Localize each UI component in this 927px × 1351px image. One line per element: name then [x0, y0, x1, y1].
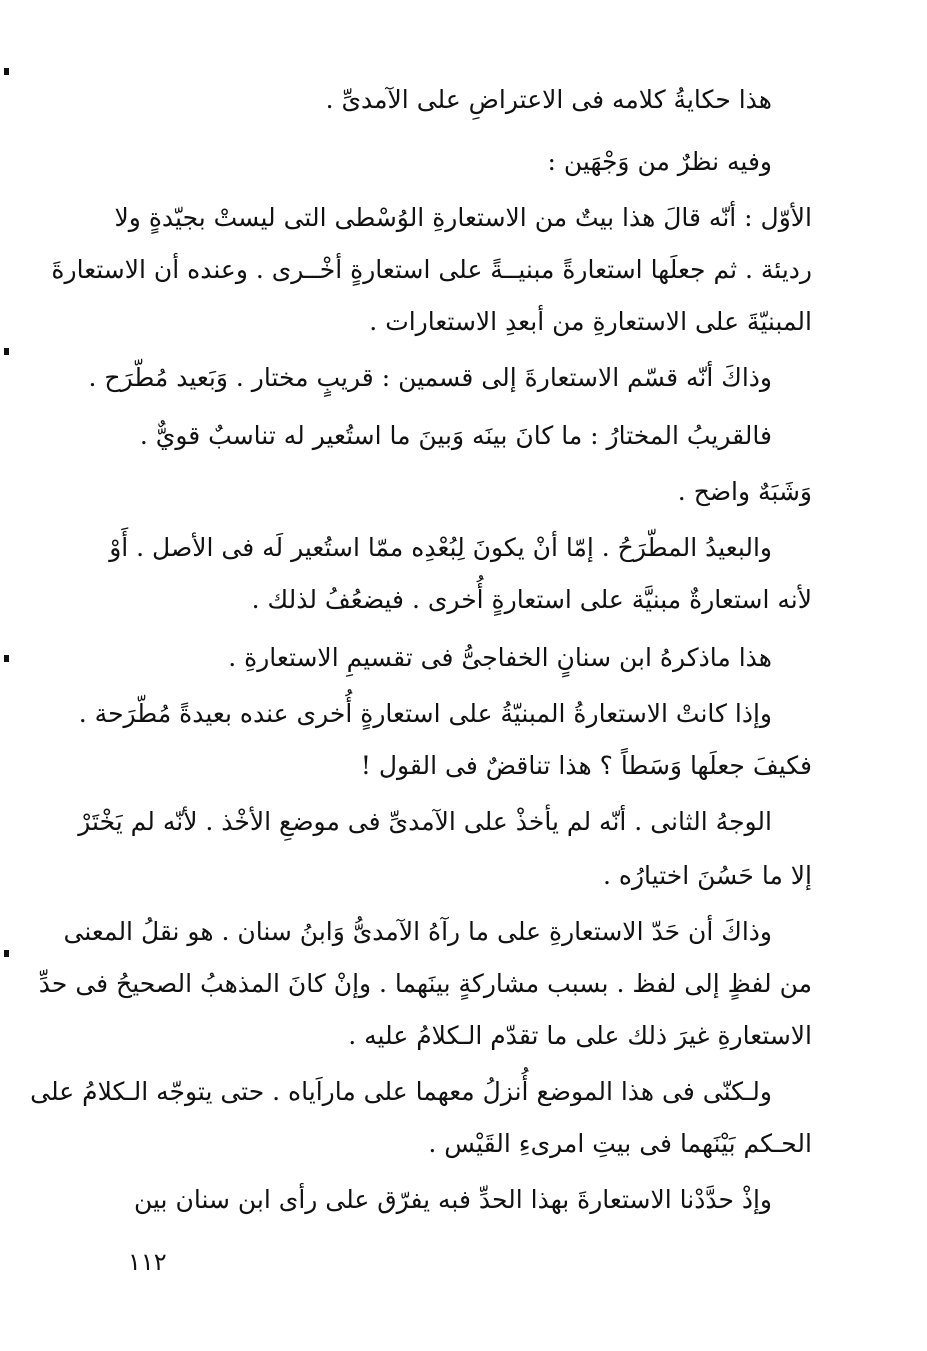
text-line: الوجهُ الثانى . أنّه لم يأخذْ على الآمدىِّ فى موضعِ الأخْذ . لأنّه لم يَخْتَرْ: [78, 807, 772, 836]
text-line: وإذا كانتْ الاستعارةُ المبنيّةُ على استعارةٍ أُخرى عنده بعيدةً مُطّرَحة .: [78, 699, 772, 728]
margin-mark: [4, 348, 9, 355]
text-line: لأنه استعارةٌ مبنيَّة على استعارةٍ أُخرى . فيضعُفُ لذلك .: [251, 585, 812, 614]
text-line: الأوّل : أنّه قالَ هذا بيتٌ من الاستعارةِ الوُسْطى التى ليستْ بجيّدةٍ ولا: [114, 203, 812, 232]
text-line: والبعيدُ المطّرَحُ . إمّا أنْ يكونَ لِبُعْدِه ممّا استُعير لَه فى الأصل . أَوْ: [109, 533, 772, 562]
text-line: وإذْ حدَّدْنا الاستعارةَ بهذا الحدِّ فبه يفرّق على رأى ابن سنان بين: [133, 1185, 772, 1214]
text-line: ولـكنّى فى هذا الموضع أُنزلُ معهما على ماراَياه . حتى يتوجّه الـكلامُ على: [30, 1077, 772, 1106]
page-number: ١١٢: [128, 1248, 167, 1276]
text-line: وفيه نظرٌ من وَجْهَين :: [547, 147, 772, 176]
text-line: رديئة . ثم جعلَها استعارةً مبنيــةً على استعارةٍ أخْــرى . وعنده أن الاستعارةَ: [51, 255, 812, 284]
text-line: فكيفَ جعلَها وَسَطاً ؟ هذا تناقضٌ فى القول !: [360, 751, 812, 780]
text-line: فالقريبُ المختارُ : ما كانَ بينَه وَبينَ ما استُعير له تناسبٌ قويٌّ .: [139, 421, 772, 450]
margin-mark: [4, 655, 9, 662]
text-line: وذاكَ أن حَدّ الاستعارةِ على ما رآهُ الآمدىُّ وَابنُ سنان . هو نقلُ المعنى: [63, 917, 772, 946]
text-line: وَشَبَهٌ واضح .: [677, 477, 812, 506]
text-line: هذا حكايةُ كلامه فى الاعتراضِ على الآمدىِّ .: [325, 85, 772, 114]
margin-mark: [4, 950, 9, 957]
text-line: الحـكم بَيْنَهما فى بيتِ امرىءِ القَيْس .: [428, 1129, 812, 1158]
text-line: إلا ما حَسُنَ اختيارُه .: [602, 861, 812, 890]
text-line: المبنيّةَ على الاستعارةِ من أبعدِ الاستعارات .: [369, 307, 812, 336]
text-line: الاستعارةِ غيرَ ذلك على ما تقدّم الـكلامُ عليه .: [348, 1021, 812, 1050]
text-line: وذاكَ أنّه قسّم الاستعارةَ إلى قسمين : قريبٍ مختار . وَبَعيد مُطّرَح .: [88, 363, 772, 392]
margin-mark: [4, 68, 9, 75]
text-line: من لفظٍ إلى لفظ . بسبب مشاركةٍ بينَهما . وإنْ كانَ المذهبُ الصحيحُ فى حدِّ: [38, 969, 812, 998]
text-line: هذا ماذكرهُ ابن سنانٍ الخفاجىُّ فى تقسيمِ الاستعارةِ .: [228, 643, 772, 672]
